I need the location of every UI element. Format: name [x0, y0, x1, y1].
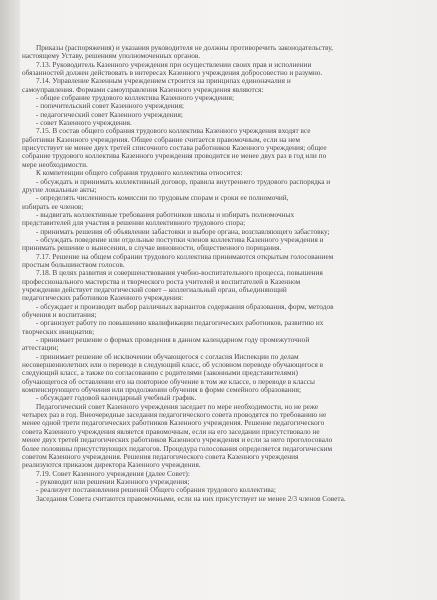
- text-line: - попечительский совет Казенного учреждения;: [36, 102, 184, 111]
- text-line: другие локальные акты;: [22, 185, 97, 194]
- text-line: - совет Казенного учреждения.: [36, 119, 132, 128]
- binding-shadow: [0, 0, 20, 600]
- text-line: 7.13. Руководитель Казенного учреждения при осуществлении своих прав и исполнении: [36, 60, 312, 69]
- text-line: совета Казенного учреждения является правомочным, если на его заседании присутствовало не: [22, 427, 320, 436]
- text-line: несовершеннолетних или о переводе в следующий класс, об условном переводе обучающегося в: [22, 361, 324, 370]
- text-line: присутствует не менее двух третей списочного состава работников Казенного учреждения; общее: [22, 144, 327, 153]
- text-line: аттестации;: [22, 344, 59, 353]
- text-line: избирать ее членов;: [22, 202, 84, 211]
- text-line: мере необходимости.: [22, 160, 88, 169]
- text-line: представителей для участия в решении коллективного трудового спора;: [22, 219, 246, 228]
- text-line: - реализует постановления решений Общего собрания трудового коллектива;: [36, 486, 276, 495]
- text-line: Приказы (распоряжения) и указания руководителя не должны противоречить законодательству,: [36, 44, 333, 52]
- text-line: настоящему Уставу, решениям уполномоченных органов.: [22, 52, 201, 61]
- text-line: Педагогический совет Казенного учреждения заседает по мере необходимости, но не реже: [36, 402, 319, 411]
- text-line: - обсуждает годовой календарный учебный график.: [36, 394, 197, 403]
- text-line: 7.18. В целях развития и совершенствования учебно-воспитательного процесса, повышения: [36, 269, 323, 278]
- text-line: - руководит или решении Казенного учреждения;: [36, 477, 190, 486]
- text-line: Заседания Совета считаются правомочными, если на них присутствует не менее 2/3 членов Совета.: [36, 494, 346, 503]
- text-line: 7.17. Решение на общем собрании трудового коллектива принимаются открытым голосованием: [36, 252, 334, 261]
- text-line: - обсуждать поведение или отдельные поступки членов коллектива Казенного учреждения и: [36, 235, 324, 244]
- text-line: менее одной трети педагогических работников Казенного учреждения. Решение педагогического: [22, 419, 325, 428]
- text-line: собрание трудового коллектива Казенного учреждения проводится не менее двух раз в год или по: [22, 152, 327, 161]
- text-line: профессионального мастерства и творческого роста учителей и воспитателей в Казенном: [22, 277, 301, 286]
- text-line: - организует работу по повышению квалификации педагогических работников, развитию их: [36, 319, 324, 328]
- document-body: [22, 44, 426, 503]
- text-line: творческих инициатив;: [22, 327, 95, 336]
- text-line: простым большинством голосов.: [22, 260, 125, 269]
- text-line: четырех раз в год. Внеочередные заседания педагогического совета проводятся по требованию не: [22, 411, 327, 420]
- text-line: работники Казенного учреждения. Общее собрание считается правомочным, если на нем: [22, 135, 300, 144]
- text-line: учреждении действует педагогический совет – коллегиальный орган, объединяющий: [22, 285, 287, 294]
- text-line: принимать решение о вынесении, в случае виновности, общественного порицания.: [22, 244, 282, 253]
- text-line: - принимает решение об исключении обучающегося с согласия Инспекции по делам: [36, 352, 299, 361]
- text-line: - педагогический совет Казенного учреждения;: [36, 110, 183, 119]
- text-line: - определять численность комиссии по трудовым спорам и сроки ее полномочий,: [36, 194, 289, 203]
- text-line: 7.19. Совет Казенного учреждения (далее Совет):: [36, 469, 190, 478]
- text-line: менее двух третей педагогических работников Казенного учреждения и если за него проголосовало: [22, 436, 333, 445]
- text-line: 7.14. Управление Казенным учреждением строится на принципах единоначалия и: [36, 77, 291, 86]
- text-line: - общее собрание трудового коллектива Казенного учреждения;: [36, 94, 235, 103]
- text-line: более половины присутствующих педагогов. Процедура голосования определяется педагогическим: [22, 444, 333, 453]
- text-line: - обсуждает и производит выбор различных вариантов содержания образования, форм, методов: [36, 302, 334, 311]
- text-line: К компетенции общего собрания трудового коллектива относится:: [36, 169, 243, 178]
- text-line: обучения и воспитания;: [22, 311, 97, 319]
- text-line: - принимает решение о формах проведения в данном календарном году промежуточной: [36, 336, 310, 345]
- text-line: самоуправления. Формами самоуправления Казенного учреждения являются:: [22, 85, 264, 94]
- text-line: следующий класс, а также по согласованию с родителями (законными представителями): [22, 369, 298, 378]
- text-line: - обсуждать и принимать коллективный договор, правила внутреннего трудового распорядка и: [36, 177, 331, 186]
- text-line: - выдвигать коллективные требования работников школы и избирать полномочных: [36, 210, 295, 219]
- text-line: реализуются приказом директора Казенного учреждения.: [22, 461, 201, 470]
- text-line: 7.15. В состав общего собрания трудового коллектива Казенного учреждения входят все: [36, 127, 311, 136]
- text-line: педагогических работников Казенного учреждения:: [22, 294, 184, 303]
- text-line: обязанностей должен действовать в интересах Казенного учреждения добросовестно и разумно.: [22, 69, 323, 78]
- text-line: обучающегося об оставлении его на повторное обучение в том же классе, о переводе в классы: [22, 377, 315, 386]
- text-line: советом Казенного учреждения. Решения педагогического совета Казенного учреждения: [22, 452, 299, 461]
- text-line: - принимать решения об объявлении забастовки и выборе органа, возглавляющего забастовку;: [36, 227, 330, 236]
- text-line: компенсирующего обучения или продолжении обучения в форме семейного образования;: [22, 386, 301, 395]
